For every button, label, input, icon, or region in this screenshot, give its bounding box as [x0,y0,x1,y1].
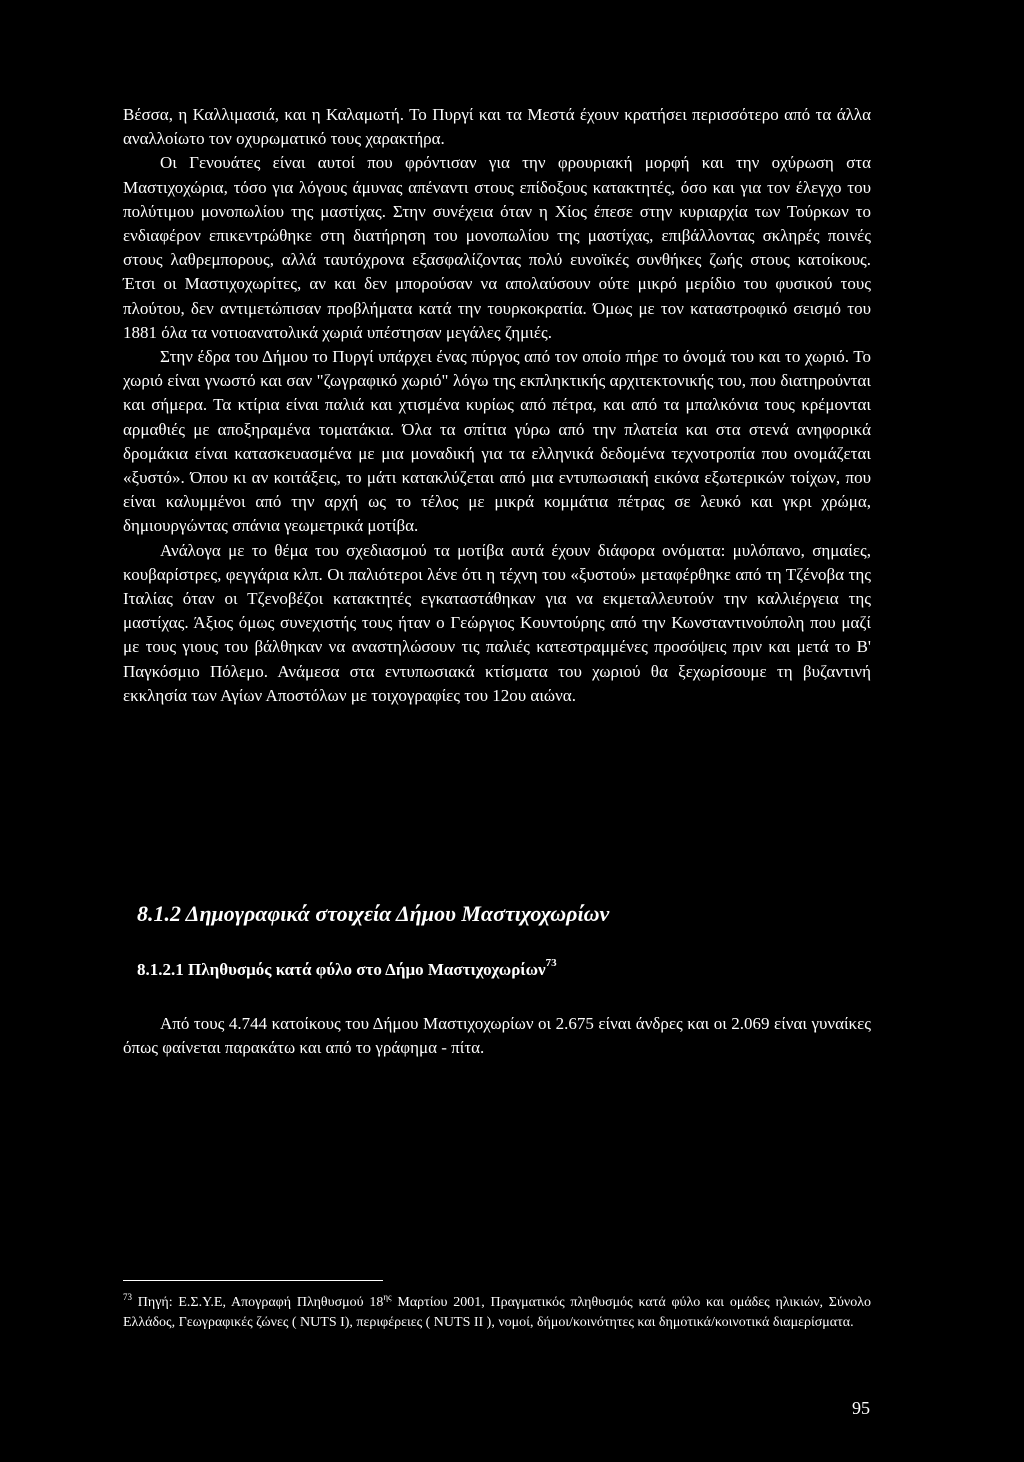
footnote-divider [123,1280,383,1281]
footnote-reference: 73 [545,957,557,969]
footnote-ordinal-suffix: ης [383,1292,392,1302]
page-number: 95 [852,1398,870,1418]
body-text [123,103,871,708]
paragraph-3: Στην έδρα του Δήμου το Πυργί υπάρχει ένας πύργος από τον οποίο πήρε το όνομά του και το χωριό. Το χωριό είναι γνωστό και σαν "ζωγραφικό χωριό" λόγω της εκπληκτικής αρχιτεκτονικής του, που διατηρούνται και σήμερα. Τα κτίρια είναι παλιά και χτισμένα κυρίως από πέτρα, και από τα μπαλκόνια τους κρέμονται αρμαθιές με αποξηραμένα τοματάκια. Όλα τα σπίτια γύρω από την πλατεία και στα στενά ανηφορικά δρομάκια είναι κατασκευασμένα με μια μοναδική για τα ελληνικά δεδομένα τεχνοτροπία που ονομάζεται «ξυστό». Όπου κι αν κοιτάξεις, το μάτι κατακλύζεται από μια εντυπωσιακή εικόνα εξωτερικών τοίχων, που είναι καλυμμένοι από την αρχή ως το τέλος με μικρά κομμάτια πέτρας σε λευκό και γκρι χρώμα, δημιουργώντας σπάνια γεωμετρικά μοτίβα. [123,347,871,536]
footnote-marker: 73 [123,1292,132,1302]
subsection-heading [137,955,857,985]
population-text [123,1012,871,1060]
subsection-heading-text: 8.1.2.1 Πληθυσμός κατά φύλο στο Δήμο Μαστιχοχωρίων [137,960,546,979]
paragraph-2: Οι Γενουάτες είναι αυτοί που φρόντισαν για την φρουριακή μορφή και την οχύρωση στα Μαστιχοχώρια, τόσο για λόγους άμυνας απέναντι στους επίδοξους κατακτητές, όσο και για τον έλεγχο του πολύτιμου μονοπωλίου της μαστίχας. Στην συνέχεια όταν η Χίος έπεσε στην κυριαρχία των Τούρκων το ενδιαφέρον επικεντρώθηκε στη διατήρηση του μονοπωλίου της μαστίχας, επιβάλλοντας σκληρές ποινές στους λαθρεμπορους, αλλά ταυτόχρονα εξασφαλίζοντας πολύ ευνοϊκές συνθήκες ζωής στους κατοίκους. Έτσι οι Μαστιχοχωρίτες, αν και δεν μπορούσαν να απολαύσουν ούτε μικρό μερίδιο του φυσικού τους πλούτου, δεν αντιμετώπισαν προβλήματα κατά την τουρκοκρατία. Όμως με τον καταστροφικό σεισμό του 1881 όλα τα νοτιοανατολικά χωριά υπέστησαν μεγάλες ζημιές. [123,153,871,342]
paragraph-4: Ανάλογα με το θέμα του σχεδιασμού τα μοτίβα αυτά έχουν διάφορα ονόματα: μυλόπανο, σημαίες, κουβαρίστρες, φεγγάρια κλπ. Οι παλιότεροι λένε ότι η τέχνη του «ξυστού» μεταφέρθηκε από τη Τζένοβα της Ιταλίας όταν οι Τζενοβέζοι κατακτητές εγκαταστάθηκαν για να εκμεταλλευτούν την καλλιέργεια της μαστίχας. Άξιος όμως συνεχιστής τους ήταν ο Γεώργιος Κουντούρης από την Κωνσταντινούπολη που μαζί με τους γιους του βάλθηκαν να αναστηλώσουν τις παλιές κατεστραμμένες προσόψεις πριν και μετά το Β' Παγκόσμιο Πόλεμο. Ανάμεσα στα εντυπωσιακά κτίσματα του χωριού θα ξεχωρίσουμε τη βυζαντινή εκκλησία των Αγίων Αποστόλων με τοιχογραφίες του 12ου αιώνα. [123,540,871,705]
footnote [123,1293,871,1333]
footnote-text-end: Μαρτίου 2001, Πραγματικός πληθυσμός κατά φύλο και ομάδες ηλικιών, Σύνολο Ελλάδος, Γεωγραφικές ζώνες ( NUTS I), περιφέρειες ( NUTS II ), νομοί, δήμοι/κοινότητες και δημοτικά/κοινοτικά διαμερίσματα. [123,1295,871,1330]
paragraph-1: Βέσσα, η Καλλιμασιά, και η Καλαμωτή. Το Πυργί και τα Μεστά έχουν κρατήσει περισσότερο από τα άλλα αναλλοίωτο τον οχυρωματικό τους χαρακτήρα. [123,105,871,149]
section-heading: 8.1.2 Δημογραφικά στοιχεία Δήμου Μαστιχοχωρίων [137,901,610,926]
population-paragraph: Από τους 4.744 κατοίκους του Δήμου Μαστιχοχωρίων οι 2.675 είναι άνδρες και οι 2.069 είναι γυναίκες όπως φαίνεται παρακάτω και από το γράφημα - πίτα. [123,1014,871,1058]
footnote-text-start: Πηγή: Ε.Σ.Υ.Ε, Απογραφή Πληθυσμού 18 [132,1295,384,1310]
